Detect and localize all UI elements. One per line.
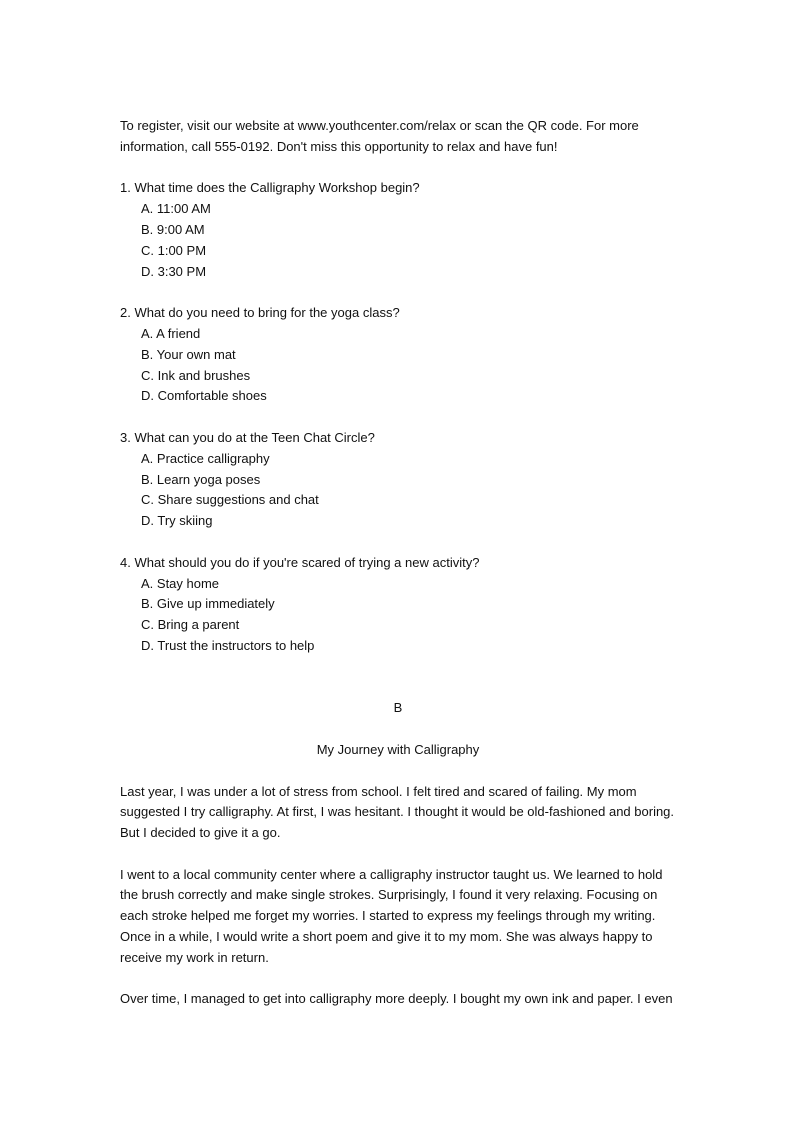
story-title: My Journey with Calligraphy: [316, 741, 480, 757]
question-3: [120, 428, 676, 532]
answer-option: A. Practice calligraphy: [141, 450, 270, 466]
section-letter: B: [393, 700, 403, 716]
story-paragraph: Last year, I was under a lot of stress from school. I felt tired and scared of failing. My mom suggested I try calligraphy. At first, I was hesitant. I thought it would be old-fashioned and boring. But I decided to give it a go.: [120, 783, 675, 841]
answer-option: A. A friend: [141, 325, 201, 341]
question-text: 2. What do you need to bring for the yoga class?: [120, 305, 400, 321]
answer-option: C. 1:00 PM: [141, 242, 207, 258]
answer-option: C. Share suggestions and chat: [141, 492, 319, 508]
answer-option: B. Learn yoga poses: [141, 471, 261, 487]
page-content: [120, 116, 676, 1010]
story-paragraph: I went to a local community center where a calligraphy instructor taught us. We learned to hold the brush correctly and make single strokes. Surprisingly, I found it very relaxing. Focusing on each stroke helped me forget my worries. I started to express my feelings through my writing. Once in a while, I would write a short poem and give it to my mom. She was always happy to receive my work in return.: [120, 866, 663, 965]
registration-info: To register, visit our website at www.youthcenter.com/relax or scan the QR code. For more information, call 555-0192. Don't miss this opportunity to relax and have fun!: [120, 118, 639, 154]
question-4: [120, 553, 676, 657]
question-text: 1. What time does the Calligraphy Workshop begin?: [120, 180, 420, 196]
answer-option: D. Comfortable shoes: [141, 388, 267, 404]
answer-option: C. Ink and brushes: [141, 367, 251, 383]
answer-option: C. Bring a parent: [141, 617, 240, 633]
answer-option: D. Try skiing: [141, 513, 213, 529]
question-text: 4. What should you do if you're scared of trying a new activity?: [120, 554, 480, 570]
answer-option: A. Stay home: [141, 575, 220, 591]
answer-option: D. 3:30 PM: [141, 263, 207, 279]
answer-option: A. 11:00 AM: [141, 201, 211, 217]
answer-option: B. Your own mat: [141, 346, 236, 362]
answer-option: D. Trust the instructors to help: [141, 637, 315, 653]
answer-option: B. 9:00 AM: [141, 221, 205, 237]
story-paragraph: Over time, I managed to get into calligraphy more deeply. I bought my own ink and paper. I even: [120, 991, 673, 1007]
answer-option: B. Give up immediately: [141, 596, 275, 612]
question-1: [120, 178, 676, 282]
question-2: [120, 303, 676, 407]
question-text: 3. What can you do at the Teen Chat Circle?: [120, 429, 375, 445]
